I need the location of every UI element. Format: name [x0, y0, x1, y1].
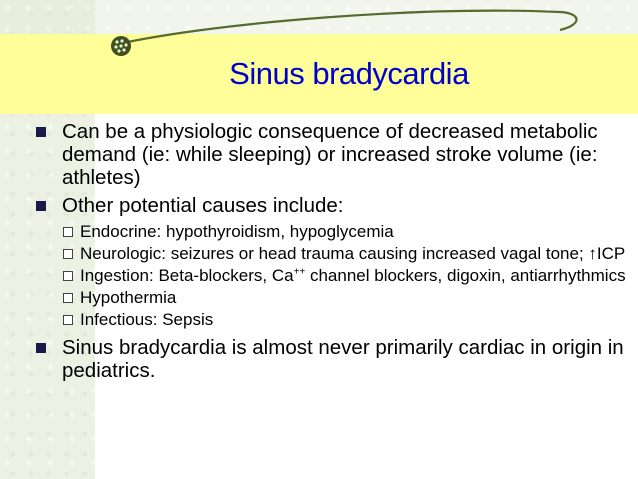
- sub-bullet-item: [36, 244, 631, 264]
- sub-bullet-text: Infectious: Sepsis: [80, 310, 214, 329]
- sub-bullet-item: [36, 310, 631, 330]
- sub-bullet-item: [36, 288, 631, 308]
- hollow-square-bullet-icon: [63, 315, 73, 325]
- sub-bullet-item: [36, 266, 631, 286]
- square-bullet-icon: [36, 343, 46, 353]
- sub-bullet-text: Hypothermia: [80, 288, 177, 307]
- bullet-list: [36, 120, 631, 387]
- sub-bullet-list: [36, 222, 631, 330]
- square-bullet-icon: [36, 127, 46, 137]
- bullet-text: Can be a physiologic consequence of decreased metabolic demand (ie: while sleeping) or increased stroke volume (ie: athletes): [62, 120, 598, 189]
- sub-bullet-text: Ingestion: Beta-blockers, Ca++ channel blockers, digoxin, antiarrhythmics: [80, 266, 626, 285]
- sub-bullet-text: Endocrine: hypothyroidism, hypoglycemia: [80, 222, 394, 241]
- bullet-item: [36, 194, 631, 217]
- hollow-square-bullet-icon: [63, 293, 73, 303]
- bullet-text: Other potential causes include:: [62, 194, 344, 217]
- hollow-square-bullet-icon: [63, 227, 73, 237]
- bullet-item: [36, 120, 631, 189]
- slide-title: Sinus bradycardia: [229, 56, 469, 91]
- hollow-square-bullet-icon: [63, 249, 73, 259]
- square-bullet-icon: [36, 201, 46, 211]
- sub-bullet-item: [36, 222, 631, 242]
- sub-bullet-text: Neurologic: seizures or head trauma causing increased vagal tone; ↑ICP: [80, 244, 626, 263]
- bullet-text: Sinus bradycardia is almost never primarily cardiac in origin in pediatrics.: [62, 336, 624, 382]
- bullet-item: [36, 336, 631, 382]
- hollow-square-bullet-icon: [63, 271, 73, 281]
